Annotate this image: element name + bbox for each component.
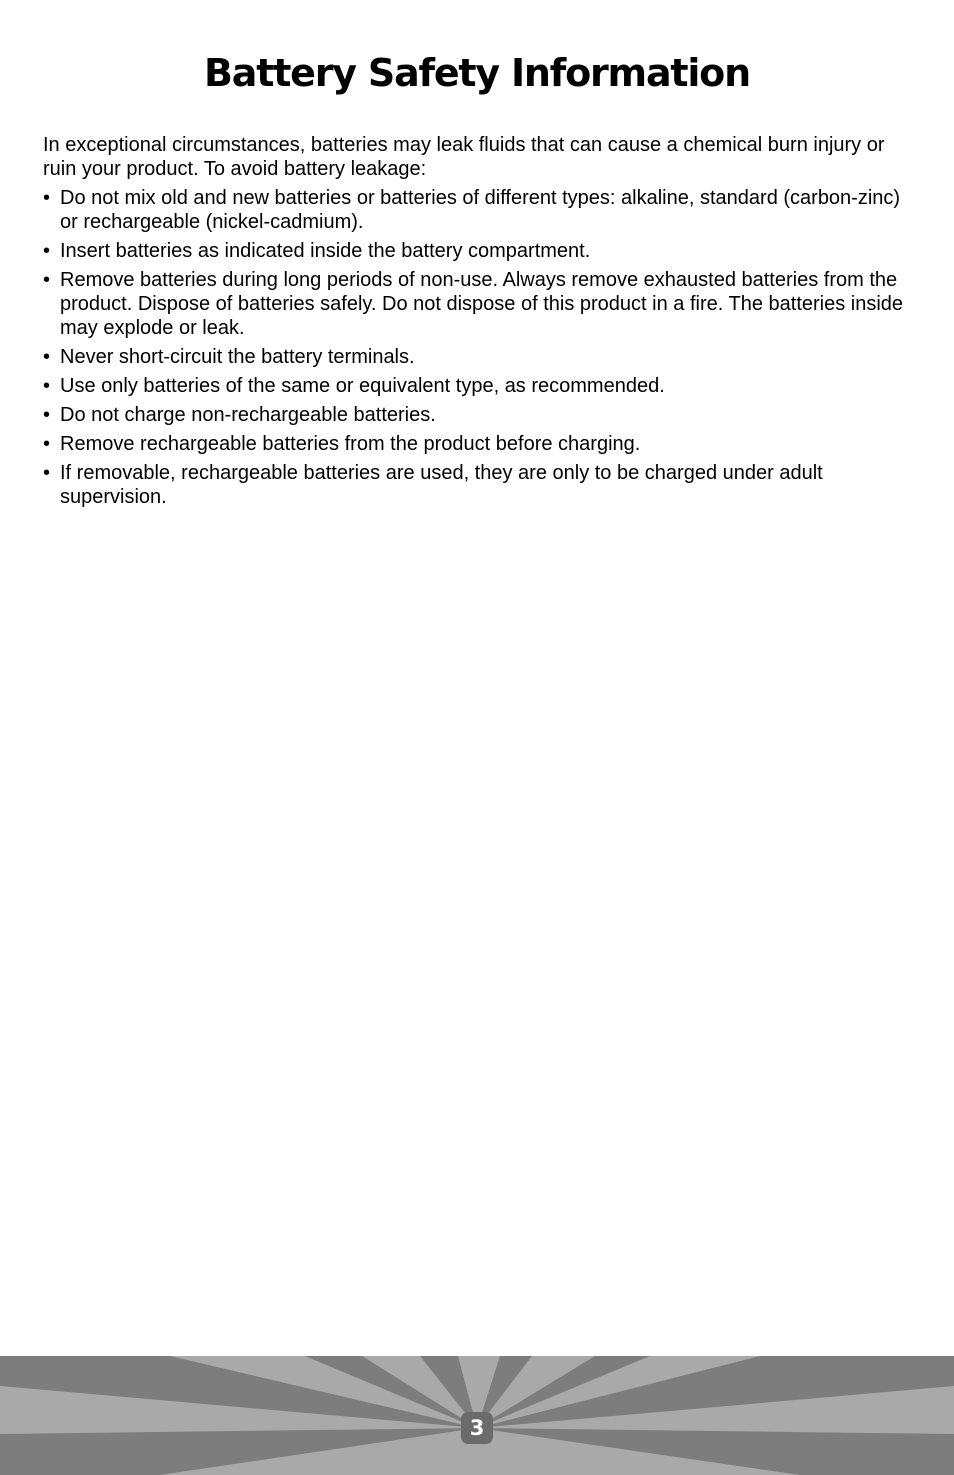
bullet-icon: • <box>43 375 51 397</box>
list-item <box>43 239 913 263</box>
list-item <box>43 432 913 456</box>
list-item <box>43 268 913 340</box>
safety-content <box>43 133 913 514</box>
bullet-icon: • <box>43 269 51 291</box>
list-item <box>43 345 913 369</box>
intro-paragraph: In exceptional circumstances, batteries may leak fluids that can cause a chemical burn injury or ruin your product. To avoid battery leakage: <box>43 134 885 180</box>
list-item-text: Never short-circuit the battery terminals. <box>60 346 415 368</box>
page-footer <box>0 1356 954 1475</box>
page-number-badge: 3 <box>461 1412 493 1444</box>
list-item-text: Remove batteries during long periods of non-use. Always remove exhausted batteries from the product. Dispose of batteries safely. Do not dispose of this product in a fire. The batteries inside may explode or leak. <box>60 269 904 339</box>
list-item <box>43 186 913 234</box>
list-item-text: Do not mix old and new batteries or batteries of different types: alkaline, standard (carbon-zinc) or rechargeable (nickel-cadmium). <box>60 187 901 233</box>
bullet-icon: • <box>43 433 51 455</box>
list-item-text: Use only batteries of the same or equivalent type, as recommended. <box>60 375 665 397</box>
list-item-text: Do not charge non-rechargeable batteries. <box>60 404 436 426</box>
bullet-icon: • <box>43 187 51 209</box>
list-item <box>43 403 913 427</box>
bullet-icon: • <box>43 346 51 368</box>
page-title: Battery Safety Information <box>204 51 750 95</box>
list-item <box>43 461 913 509</box>
bullet-icon: • <box>43 240 51 262</box>
list-item <box>43 374 913 398</box>
list-item-text: If removable, rechargeable batteries are used, they are only to be charged under adult supervision. <box>60 462 823 508</box>
bullet-icon: • <box>43 462 51 484</box>
safety-bullet-list <box>43 186 913 509</box>
bullet-icon: • <box>43 404 51 426</box>
list-item-text: Insert batteries as indicated inside the battery compartment. <box>60 240 591 262</box>
list-item-text: Remove rechargeable batteries from the product before charging. <box>60 433 641 455</box>
